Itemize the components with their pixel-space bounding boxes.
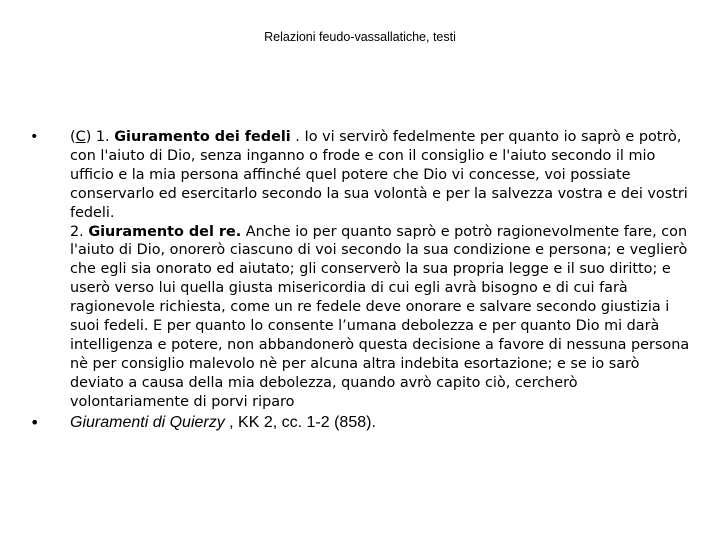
bullet-item-citation bbox=[30, 413, 690, 433]
source-close-paren: ) bbox=[85, 129, 92, 145]
oath-of-vassals-paragraph bbox=[70, 128, 690, 223]
item1-number: 1. bbox=[91, 129, 115, 145]
item2-number: 2. bbox=[70, 223, 89, 240]
item2-heading: Giuramento del re. bbox=[88, 223, 242, 240]
citation-title: Giuramenti di Quierzy bbox=[70, 413, 225, 431]
bullet-item-oaths bbox=[30, 128, 690, 412]
item1-text: . Io vi servirò fedelmente per quanto io saprò e potrò, con l'aiuto di Dio, senza inganno o frode e con il consiglio e l'aiuto secondo il mio ufficio e la mia persona affinché quel potere che Dio vi concesse, voi possiate conservarlo ed esercitarlo secondo la sua volontà e per la salvezza vostra e dei vostri fedeli. bbox=[70, 129, 688, 221]
item1-heading: Giuramento dei fedeli bbox=[114, 129, 291, 145]
bullet-list bbox=[30, 128, 690, 433]
item2-text: Anche io per quanto saprò e potrò ragionevolmente fare, con l'aiuto di Dio, onorerò ciascuno di voi secondo la sua condizione e persona; e veglierò che egli sia onorato ed aiutato; gli conserverò la sua propria legge e il suo diritto; e userò verso lui quella giusta misericordia di cui egli avrà bisogno e di cui farà ragionevole richiesta, come un re fedele deve onorare e salvare secondo giustizia i suoi fedeli. E per quanto lo consente l’umana debolezza e per quanto Dio mi darà intelligenza e potere, non abbandonerò questa decisione a favore di nessuna persona nè per consiglio malevolo nè per alcuna altra indebita esortazione; e se io sarò deviato a causa della mia debolezza, quando avrò capito ciò, cercherò volontariamente di porvi riparo bbox=[70, 223, 690, 410]
slide-title: Relazioni feudo-vassallatiche, testi bbox=[264, 30, 456, 44]
bullet-dot-icon: • bbox=[30, 412, 40, 432]
citation-reference: , KK 2, cc. 1-2 (858). bbox=[224, 413, 376, 431]
source-open-paren: ( bbox=[70, 129, 76, 145]
oath-of-king-paragraph bbox=[70, 223, 690, 412]
source-letter: C bbox=[75, 129, 86, 145]
bullet-dot-icon: • bbox=[30, 129, 39, 145]
